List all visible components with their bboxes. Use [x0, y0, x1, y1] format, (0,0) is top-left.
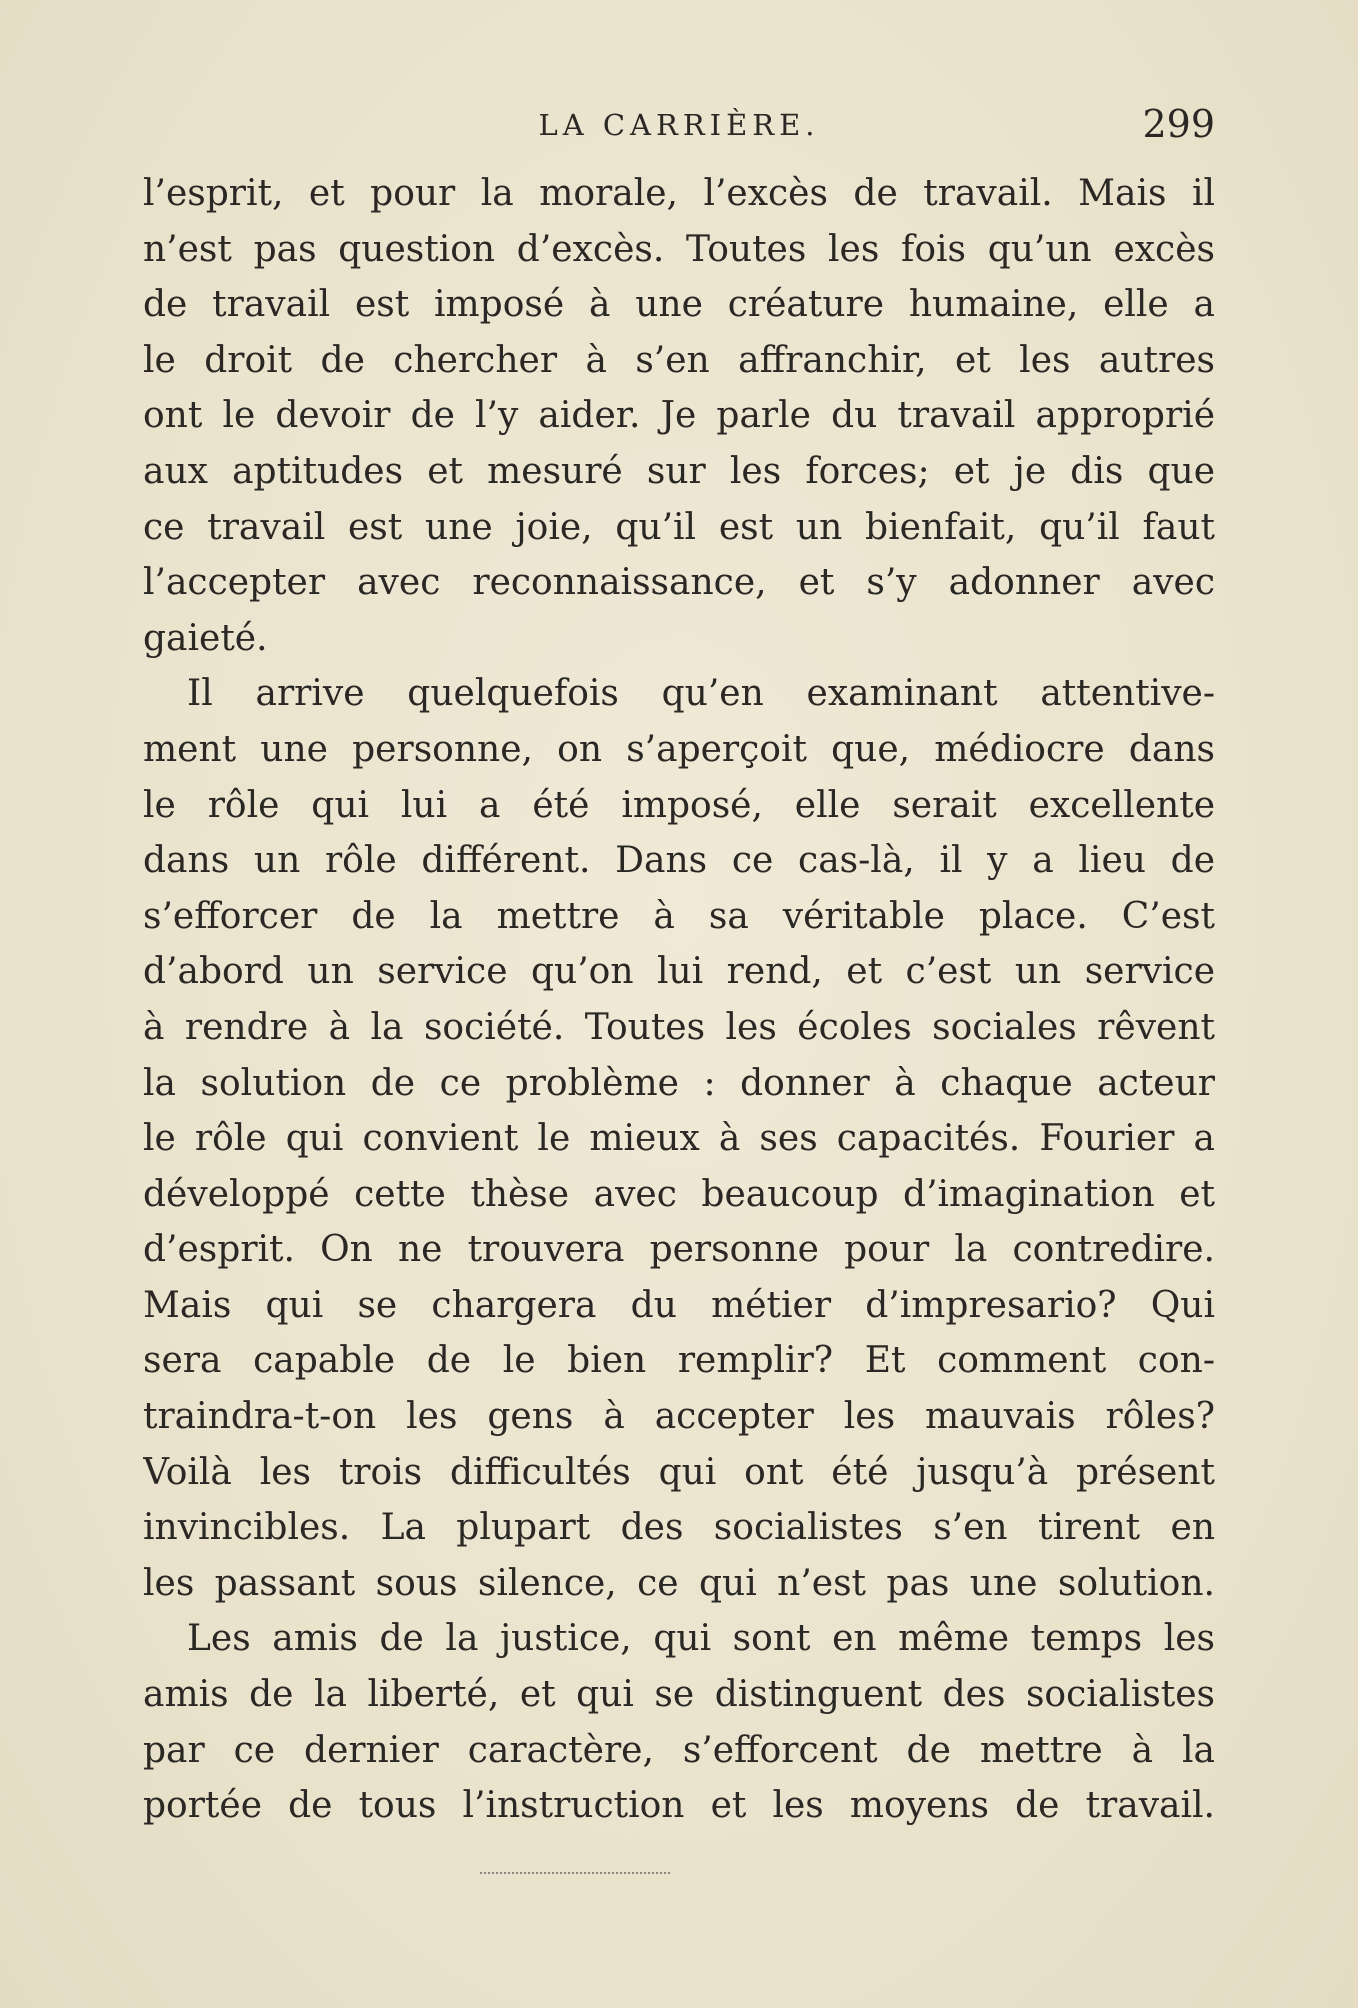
text-line: l’accepter avec reconnaissance, et s’y adonner avec [143, 562, 1215, 604]
text-line: les passant sous silence, ce qui n’est pas une solution. [143, 1562, 1215, 1604]
text-line: Mais qui se chargera du métier d’impresario? Qui [143, 1284, 1215, 1326]
text-line: le droit de chercher à s’en affranchir, et les autres [143, 339, 1215, 381]
text-line: dans un rôle différent. Dans ce cas-là, il y a lieu de [143, 840, 1215, 882]
text-line: le rôle qui lui a été imposé, elle serait excellente [143, 784, 1215, 826]
text-line: Il arrive quelquefois qu’en examinant attentive- [187, 673, 1215, 715]
running-head [143, 100, 1215, 152]
text-line: aux aptitudes et mesuré sur les forces; et je dis que [143, 450, 1215, 492]
text-line: la solution de ce problème : donner à chaque acteur [143, 1062, 1215, 1104]
text-line: traindra-t-on les gens à accepter les mauvais rôles? [143, 1396, 1215, 1438]
text-line: invincibles. La plupart des socialistes s’en tirent en [143, 1507, 1215, 1549]
footer-dotted-rule [480, 1872, 670, 1878]
text-line: le rôle qui convient le mieux à ses capacités. Fourier a [143, 1118, 1215, 1160]
text-line: s’efforcer de la mettre à sa véritable place. C’est [143, 895, 1215, 937]
text-line: d’esprit. On ne trouvera personne pour la contredire. [143, 1229, 1215, 1271]
paragraph-1 [143, 166, 1215, 666]
body-text [143, 166, 1215, 1834]
text-line: l’esprit, et pour la morale, l’excès de travail. Mais il [143, 173, 1215, 214]
text-line: amis de la liberté, et qui se distinguent des socialistes [143, 1674, 1215, 1716]
text-line: Les amis de la justice, qui sont en même temps les [187, 1618, 1215, 1660]
text-line: à rendre à la société. Toutes les écoles sociales rêvent [143, 1006, 1215, 1048]
text-line: de travail est imposé à une créature humaine, elle a [143, 284, 1215, 326]
text-line: par ce dernier caractère, s’efforcent de mettre à la [143, 1729, 1215, 1771]
paragraph-2 [143, 666, 1215, 1611]
page-number: 299 [1142, 102, 1215, 146]
text-line: n’est pas question d’excès. Toutes les fois qu’un excès [143, 228, 1215, 270]
text-line: ment une personne, on s’aperçoit que, médiocre dans [143, 728, 1215, 770]
text-line: Voilà les trois difficultés qui ont été jusqu’à présent [143, 1451, 1215, 1493]
text-line: ont le devoir de l’y aider. Je parle du travail approprié [143, 395, 1215, 437]
paragraph-3 [143, 1611, 1215, 1833]
text-line: sera capable de le bien remplir? Et comment con- [143, 1340, 1215, 1382]
text-line: développé cette thèse avec beaucoup d’imagination et [143, 1173, 1215, 1215]
text-line: d’abord un service qu’on lui rend, et c’est un service [143, 951, 1215, 993]
text-line: ce travail est une joie, qu’il est un bienfait, qu’il faut [143, 506, 1215, 548]
text-line: portée de tous l’instruction et les moyens de travail. [143, 1785, 1215, 1827]
running-title: LA CARRIÈRE. [538, 108, 820, 142]
text-line: gaieté. [143, 617, 268, 659]
